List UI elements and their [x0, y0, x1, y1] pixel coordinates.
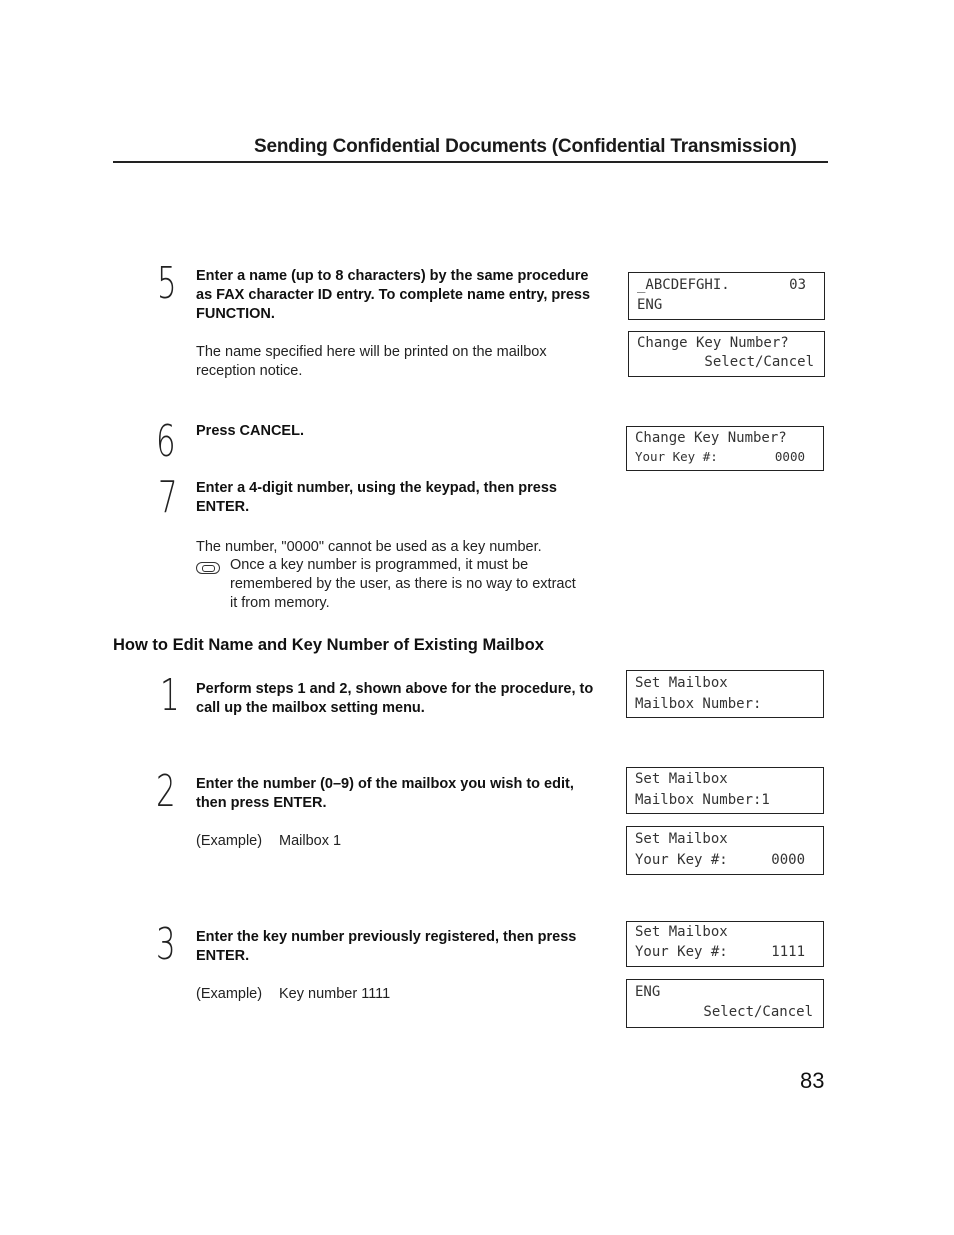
lcd-7-line-1: Set Mailbox — [635, 924, 728, 940]
step-7-memo-line-2: remembered by the user, as there is no way to extract — [230, 576, 576, 592]
section-step-2-instruction — [196, 775, 606, 813]
section-step-3-instruction-line-2: ENTER. — [196, 948, 250, 964]
step-5-instruction — [196, 267, 606, 324]
section-step-number-3: 3 — [156, 919, 176, 970]
lcd-display-8 — [626, 979, 824, 1028]
lcd-6-line-1: Set Mailbox — [635, 831, 728, 847]
step-6-instruction: Press CANCEL. — [196, 423, 304, 439]
lcd-display-5 — [626, 767, 824, 814]
lcd-5-line-1: Set Mailbox — [635, 771, 728, 787]
lcd-3-line-2-right: 0000 — [774, 449, 805, 464]
lcd-7-line-2: Your Key #: — [635, 944, 728, 960]
section-step-3-example-value: Key number 1111 — [279, 986, 391, 1002]
step-5-note-line-1: The name specified here will be printed on the mailbox — [196, 344, 547, 360]
lcd-3-line-2: Your Key #: — [635, 449, 718, 464]
lcd-display-7 — [626, 921, 824, 967]
step-5-instruction-line-2: as FAX character ID entry. To complete name entry, press — [196, 287, 591, 303]
section-step-3-example-label: (Example) — [196, 986, 263, 1002]
lcd-6-line-2: Your Key #: — [635, 852, 728, 868]
lcd-1-line-2: ENG — [637, 297, 663, 313]
memo-icon — [196, 562, 220, 574]
section-step-3-instruction — [196, 928, 606, 966]
lcd-1-line-1: _ABCDEFGHI. — [637, 277, 730, 293]
step-number-7: 7 — [158, 472, 178, 523]
section-step-number-1: 1 — [160, 670, 180, 721]
lcd-display-3 — [626, 426, 824, 471]
lcd-8-line-2-right: Select/Cancel — [703, 1004, 813, 1020]
page-number: 83 — [800, 1068, 825, 1093]
section-step-number-2: 2 — [156, 766, 176, 817]
step-7-memo — [230, 556, 610, 613]
lcd-4-line-1: Set Mailbox — [635, 675, 728, 691]
lcd-1-line-1-right: 03 — [789, 277, 806, 293]
lcd-8-line-1: ENG — [635, 984, 661, 1000]
step-5-instruction-line-3: FUNCTION. — [196, 306, 275, 322]
lcd-3-line-1: Change Key Number? — [635, 430, 787, 446]
section-step-3-instruction-line-1: Enter the key number previously registered, then press — [196, 929, 577, 945]
step-number-6: 6 — [156, 416, 176, 467]
lcd-2-line-1: Change Key Number? — [637, 335, 789, 351]
section-step-1-instruction-line-1: Perform steps 1 and 2, shown above for the procedure, to — [196, 681, 594, 697]
lcd-display-6 — [626, 826, 824, 875]
step-5-note-line-2: reception notice. — [196, 363, 303, 379]
section-step-1-instruction — [196, 680, 606, 718]
header-divider — [113, 161, 828, 163]
lcd-5-line-2: Mailbox Number:1 — [635, 792, 770, 808]
step-7-memo-line-3: it from memory. — [230, 595, 330, 611]
step-7-instruction — [196, 479, 606, 517]
step-7-instruction-line-2: ENTER. — [196, 499, 250, 515]
page-header-title: Sending Confidential Documents (Confidential Transmission) — [254, 136, 797, 157]
step-7-note: The number, "0000" cannot be used as a key number. — [196, 539, 542, 555]
section-step-2-example-label: (Example) — [196, 833, 263, 849]
lcd-4-line-2: Mailbox Number: — [635, 696, 762, 712]
step-number-5: 5 — [157, 258, 177, 309]
step-5-instruction-line-1: Enter a name (up to 8 characters) by the same procedure — [196, 268, 589, 284]
section-step-2-instruction-line-1: Enter the number (0–9) of the mailbox you wish to edit, — [196, 776, 574, 792]
step-7-instruction-line-1: Enter a 4-digit number, using the keypad, then press — [196, 480, 557, 496]
section-step-2-instruction-line-2: then press ENTER. — [196, 795, 327, 811]
section-step-2-example-value: Mailbox 1 — [279, 833, 342, 849]
lcd-display-1 — [628, 272, 825, 320]
lcd-2-line-2-right: Select/Cancel — [704, 354, 814, 370]
lcd-6-line-2-right: 0000 — [771, 852, 805, 868]
step-5-note — [196, 343, 596, 381]
section-step-1-instruction-line-2: call up the mailbox setting menu. — [196, 700, 425, 716]
lcd-display-2 — [628, 331, 825, 377]
section-heading: How to Edit Name and Key Number of Existing Mailbox — [113, 636, 544, 654]
lcd-7-line-2-right: 1111 — [771, 944, 805, 960]
step-7-memo-line-1: Once a key number is programmed, it must be — [230, 557, 529, 573]
lcd-display-4 — [626, 670, 824, 718]
